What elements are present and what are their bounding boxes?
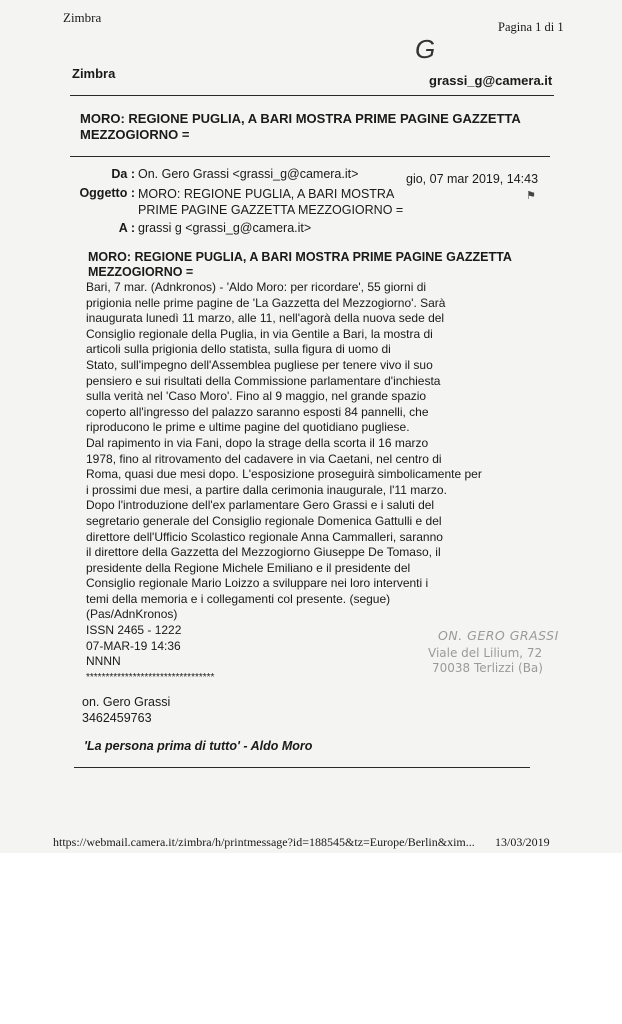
subject-label: Oggetto : [79, 186, 135, 200]
body-line: inaugurata lunedì 11 marzo, alle 11, nell'agorà della nuova sede del [86, 311, 445, 326]
body-line: Dopo l'introduzione dell'ex parlamentare Gero Grassi e i saluti del [86, 498, 435, 513]
body-headline-line: MEZZOGIORNO = [88, 265, 194, 279]
account-email: grassi_g@camera.it [429, 73, 553, 88]
body-line: Bari, 7 mar. (Adnkronos) - 'Aldo Moro: per ricordare', 55 giorni di [86, 280, 427, 294]
body-line: coperto all'ingresso del palazzo saranno esposti 84 pannelli, che [86, 404, 429, 419]
handwritten-mark: G [415, 34, 436, 64]
footer-url: https://webmail.camera.it/zimbra/h/printmessage?id=188545&tz=Europe/Berlin&xim... [53, 835, 475, 849]
body-line: Consiglio regionale della Puglia, in via Gentile a Bari, la mostra di [86, 326, 433, 341]
body-line: il direttore della Gazzetta del Mezzogiorno Giuseppe De Tomaso, il [86, 545, 441, 560]
body-line: NNNN [86, 654, 121, 669]
body-line: riproducono le prime e ultime pagine del quotidiano pugliese. [86, 420, 410, 435]
subject-value-line: MORO: REGIONE PUGLIA, A BARI MOSTRA [138, 187, 395, 201]
message-body [86, 280, 482, 685]
message-date: gio, 07 mar 2019, 14:43 [406, 172, 539, 186]
subject-title-line: MEZZOGIORNO = [80, 127, 190, 142]
body-line: ISSN 2465 - 1222 [86, 623, 182, 638]
header-divider [70, 95, 554, 96]
body-headline [88, 250, 512, 280]
body-line: 07-MAR-19 14:36 [86, 638, 181, 653]
from-label: Da : [111, 167, 135, 181]
body-headline-line: MORO: REGIONE PUGLIA, A BARI MOSTRA PRIME PAGINE GAZZETTA [88, 250, 512, 264]
to-label: A : [118, 221, 135, 235]
body-line: sulla verità nel 'Caso Moro'. Fino al 9 maggio, nel grande spazio [86, 389, 427, 404]
subject-title [80, 111, 521, 143]
body-line: temi della memoria e i collegamenti col presente. (segue) [86, 591, 391, 606]
signature-phone: 3462459763 [82, 711, 152, 725]
footer-date: 13/03/2019 [495, 835, 550, 849]
body-line: Roma, quasi due mesi dopo. L'esposizione proseguirà simbolicamente per [86, 467, 482, 482]
body-line: direttore dell'Ufficio Scolastico regionale Anna Cammalleri, saranno [86, 529, 443, 544]
body-line: articoli sulla prigionia dello statista, sulla figura di uomo di [86, 342, 391, 357]
body-line: presidente della Regione Michele Emiliano e il presidente del [86, 560, 411, 575]
stamp-name: ON. GERO GRASSI [438, 628, 559, 643]
footer-divider [74, 767, 530, 768]
body-line: ********************************* [86, 671, 215, 683]
subject-title-line: MORO: REGIONE PUGLIA, A BARI MOSTRA PRIME PAGINE GAZZETTA [80, 111, 521, 126]
from-value: On. Gero Grassi <grassi_g@camera.it> [138, 167, 359, 181]
app-name: Zimbra [72, 66, 116, 81]
stamp-address: Viale del Lilium, 72 [428, 646, 543, 660]
subject-value-line: PRIME PAGINE GAZZETTA MEZZOGIORNO = [138, 203, 404, 217]
flag-icon: ⚑ [526, 190, 536, 202]
body-line: prigionia nelle prime pagine de 'La Gazzetta del Mezzogiorno'. Sarà [86, 295, 446, 310]
page-number: Pagina 1 di 1 [498, 20, 564, 34]
body-line: Stato, sull'impegno dell'Assemblea pugliese per tenere vivo il suo [86, 357, 433, 372]
body-line: (Pas/AdnKronos) [86, 607, 178, 622]
body-line: pensiero e sui risultati della Commissione parlamentare d'inchiesta [86, 373, 441, 388]
print-header-title: Zimbra [63, 10, 102, 25]
body-line: i prossimi due mesi, a partire dalla cerimonia inaugurale, l'11 marzo. [86, 482, 447, 497]
signature-name: on. Gero Grassi [82, 695, 171, 709]
body-line: Consiglio regionale Mario Loizzo a sviluppare nei loro interventi i [86, 576, 429, 591]
subject-divider [70, 156, 550, 157]
body-line: Dal rapimento in via Fani, dopo la strage della scorta il 16 marzo [86, 435, 429, 450]
subject-value [138, 186, 403, 218]
to-value: grassi g <grassi_g@camera.it> [138, 221, 312, 235]
body-line: 1978, fino al ritrovamento del cadavere in via Caetani, nel centro di [86, 451, 442, 466]
signature-quote: 'La persona prima di tutto' - Aldo Moro [84, 739, 313, 753]
stamp-city: 70038 Terlizzi (Ba) [432, 661, 543, 675]
body-line: segretario generale del Consiglio regionale Domenica Gattulli e del [86, 513, 442, 528]
